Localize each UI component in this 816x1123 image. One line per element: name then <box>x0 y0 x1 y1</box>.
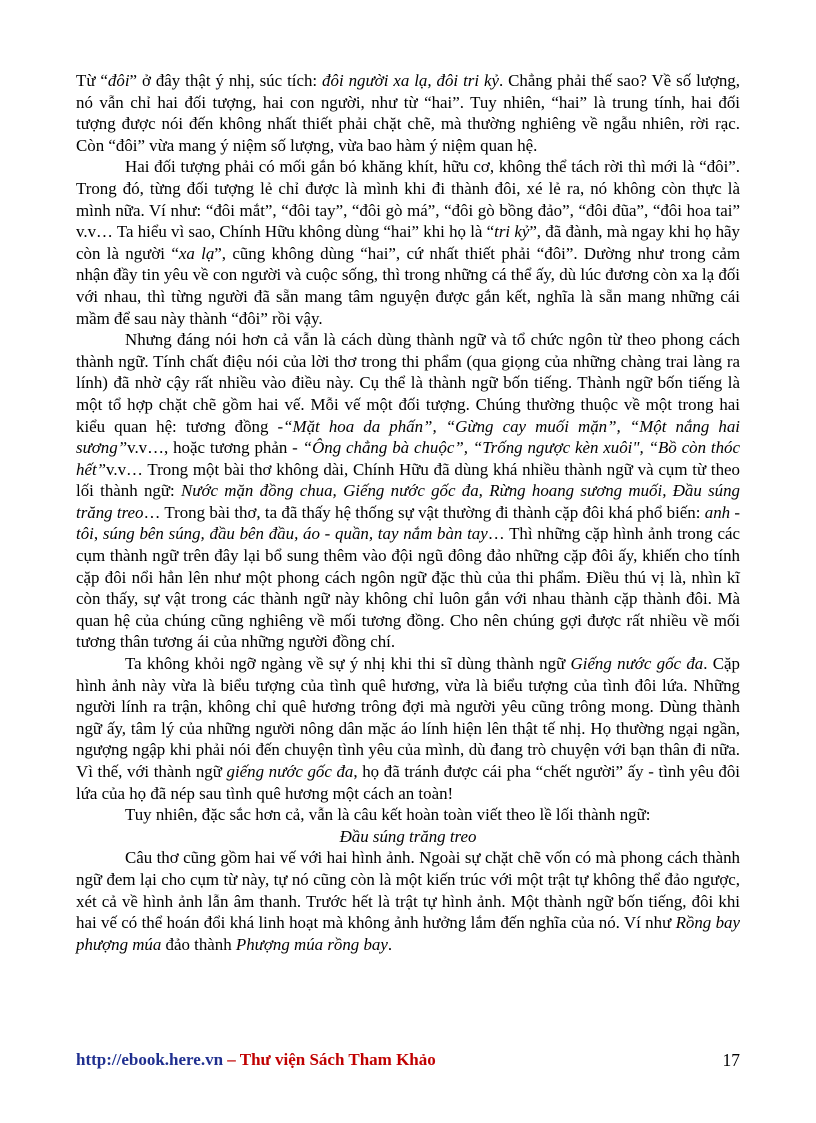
text-run-italic: “Ông chẳng bà chuộc”, “Trống ngược kèn xuôi", “Bồ còn thóc hết” <box>76 438 740 479</box>
text-run-italic: giếng nước gốc đa <box>226 762 354 781</box>
text-run-italic: Rồng bay phượng múa <box>76 913 740 954</box>
text-run: v.v… Trong một bài thơ không dài, Chính Hữu đã dùng khá nhiều thành ngữ và cụm từ theo lối thành ngữ: <box>76 459 740 501</box>
text-run-italic: Giếng nước gốc đa <box>570 654 704 674</box>
text-run: . <box>387 934 393 954</box>
text-run: ”, đã đành, mà ngay khi họ hãy còn là người “ <box>76 222 740 263</box>
text-run: Hai đối tượng phải có mối gắn bó khăng khít, hữu cơ, không thể tách rời thì mới là “đôi”. Trong đó, từng đối tượng lẻ chỉ được là mình khi đi thành đôi, xé lẻ ra, nó không còn thực là mình nữa. Ví như: “đôi mắt”, “đôi tay”, “đôi gò má”, “đôi gò bồng đảo”, “đôi đũa”, “đôi hoa tai” v.v… Ta hiểu vì sao, Chính Hữu không dùng “hai” khi họ là “ <box>76 157 740 242</box>
paragraph-5: Tuy nhiên, đặc sắc hơn cả, vẫn là câu kết hoàn toàn viết theo lề lối thành ngữ: <box>125 805 651 825</box>
text-run-italic: đôi người xa lạ, đôi tri kỷ <box>322 71 499 90</box>
paragraph-2 <box>76 156 740 329</box>
text-run: Ta không khỏi ngỡ ngàng về sự ý nhị khi thi sĩ dùng thành ngữ <box>125 654 571 674</box>
text-run-italic: anh - tôi <box>76 502 741 544</box>
text-run: … Thì những cặp hình ảnh trong các cụm thành ngữ trên đây lại bổ sung thêm vào đội ngũ đông đảo những cặp đôi ấy, khiến cho tính cặp đôi nổi hẳn lên như một phong cách ngôn ngữ đặc thù của thi phẩm. Điều thú vị là, nhìn kĩ còn thấy, sự vật trong các thành ngữ này không chỉ luôn gắn với nhau thành cặp thành đôi. Mà quan hệ của chúng cũng nghiêng về mối tương đồng. Cho nên chúng gợi được rất nhiều về mối tương thân tương ái của những người đồng chí. <box>76 524 740 652</box>
text-run: ”, cũng không dùng “hai”, cứ nhất thiết phải “đôi”. Dường như trong cảm nhận đầy tin yêu về con người và cuộc sống, thì trong những cá thể ấy, dù lúc đương còn xa lạ đối với nhau, thì từng người đã sẵn mang tâm nguyện được gắn kết, nghĩa là sẵn mang những cái mầm để sau này thành “đôi” rồi vậy. <box>76 243 740 328</box>
text-run: Từ “ <box>76 71 108 90</box>
text-run-italic: Phượng múa rồng bay <box>235 934 388 954</box>
text-run: , <box>93 524 103 544</box>
text-run-italic: súng bên súng, đầu bên đầu, áo - quần, tay nắm bàn tay <box>102 524 488 544</box>
page-footer <box>76 1050 740 1074</box>
text-run: Nhưng đáng nói hơn cả vẫn là cách dùng thành ngữ và tổ chức ngôn từ theo phong cách thành ngữ. Tính chất điệu nói của lời thơ trong thi phẩm (qua giọng của những chàng trai làng ra lính) đã nhờ cậy rất nhiều vào điều này. Cụ thể là thành ngữ bốn tiếng. Thành ngữ bốn tiếng là một tổ hợp chặt chẽ gồm hai vế. Mỗi vế một đối tượng. Chúng thường thuộc về một trong hai kiểu quan hệ: tương đồng - <box>76 330 740 436</box>
text-run-italic: “Mặt hoa da phấn”, “Gừng cay muối mặn”, “Một nắng hai sương” <box>76 416 740 458</box>
text-run: , họ đã tránh được cái pha “chết người” ấy - tình yêu đôi lứa của họ đã nép sau tình quê hương một cách an toàn! <box>76 762 741 803</box>
text-run: . Chẳng phải thế sao? Về số lượng, nó vẫn chỉ hai đối tượng, hai con người, như từ “hai”. Tuy nhiên, “hai” là trung tính, hai đối tượng được nói đến không nhất thiết phải chặt chẽ, mà thường nghiêng về ngẫu nhiên, rời rạc. Còn “đôi” vừa mang ý niệm số lượng, vừa bao hàm ý niệm quan hệ. <box>76 71 740 155</box>
text-run: đảo thành <box>161 934 236 954</box>
text-run-italic: Nước mặn đồng chua, Giếng nước gốc đa, Rừng hoang sương muối, Đầu súng trăng treo <box>76 481 740 522</box>
footer-url-link[interactable]: http://ebook.here.vn <box>76 1050 224 1069</box>
footer-library-name: Thư viện Sách Tham Khảo <box>239 1050 436 1069</box>
text-run-italic: tri kỷ <box>494 222 530 242</box>
text-run: . Cặp hình ảnh này vừa là biểu tượng của tình quê hương, vừa là biểu tượng của tình đôi lứa. Những người lính ra trận, không chỉ quê hương trông đợi mà người yêu cũng trông mong. Dùng thành ngữ ấy, tâm lý của những người nông dân mặc áo lính hiện lên thật tế nhị. Họ thường ngại ngần, ngượng ngập khi phải nói đến chuyện tình yêu của mình, dù đang trò chuyện với bạn thân đi nữa. Vì thế, với thành ngữ <box>76 654 741 781</box>
text-run: ” ở đây thật ý nhị, súc tích: <box>129 71 323 90</box>
text-run: v.v…, hoặc tương phản - <box>127 438 303 458</box>
text-run-italic: xa lạ <box>178 243 215 263</box>
document-body <box>76 70 740 955</box>
text-run-italic: đôi <box>107 71 130 90</box>
paragraph-3 <box>76 329 740 653</box>
paragraph-4 <box>76 653 740 804</box>
verse-quote: Đầu súng trăng treo <box>339 826 477 846</box>
paragraph-1 <box>76 70 740 156</box>
paragraph-6 <box>76 847 740 955</box>
footer-separator: – <box>223 1050 240 1069</box>
text-run: Câu thơ cũng gồm hai vế với hai hình ảnh. Ngoài sự chặt chẽ vốn có mà phong cách thành ngữ đem lại cho cụm từ này, tự nó cũng còn là một kiến trúc với một trật tự không thể đảo ngược, xét cả về hình ảnh lẫn âm thanh. Trước hết là trật tự hình ảnh. Một thành ngữ bốn tiếng, đôi khi hai vế có thể hoán đổi khá linh hoạt mà không ảnh hưởng lắm đến nghĩa của nó. Ví như <box>76 848 740 933</box>
text-run: … Trong bài thơ, ta đã thấy hệ thống sự vật thường đi thành cặp đôi khá phổ biến: <box>143 502 705 522</box>
page-number: 17 <box>722 1050 740 1070</box>
